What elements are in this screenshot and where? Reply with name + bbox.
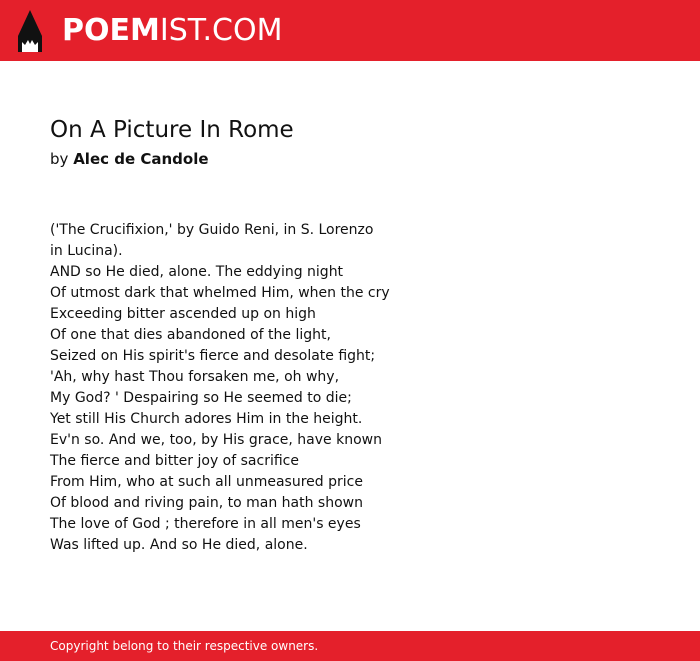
poem-body	[50, 220, 390, 556]
poem-line: The love of God ; therefore in all men's eyes	[50, 516, 361, 532]
poem-line: Yet still His Church adores Him in the height.	[50, 411, 363, 427]
poem-line: From Him, who at such all unmeasured price	[50, 474, 363, 490]
poem-line: in Lucina).	[50, 243, 123, 259]
poem-line: AND so He died, alone. The eddying night	[50, 264, 344, 280]
poem-line: 'Ah, why hast Thou forsaken me, oh why,	[50, 369, 340, 385]
poem-line: Of blood and riving pain, to man hath shown	[50, 495, 363, 511]
logo-light-text: IST.COM	[159, 13, 283, 48]
by-prefix: by	[50, 150, 69, 168]
copyright-notice: Copyright belong to their respective owners.	[50, 639, 319, 653]
poem-line: Seized on His spirit's fierce and desolate fight;	[50, 348, 376, 364]
poem-line: Of one that dies abandoned of the light,	[50, 327, 331, 343]
poem-title: On A Picture In Rome	[50, 117, 294, 143]
poem-line: My God? ' Despairing so He seemed to die;	[50, 390, 352, 406]
poem-byline	[50, 150, 209, 168]
site-logo-text	[62, 13, 283, 48]
site-header	[0, 0, 700, 61]
poem-line: Ev'n so. And we, too, by His grace, have known	[50, 432, 382, 448]
author-name: Alec de Candole	[73, 150, 209, 168]
poem-line: The fierce and bitter joy of sacrifice	[50, 453, 299, 469]
poem-line: Was lifted up. And so He died, alone.	[50, 537, 308, 553]
site-logo-link[interactable]	[18, 9, 282, 53]
logo-bold-text: POEM	[62, 13, 160, 48]
poem-line: Exceeding bitter ascended up on high	[50, 306, 316, 322]
pencil-icon	[18, 10, 42, 52]
site-footer	[0, 631, 700, 661]
poem-line: Of utmost dark that whelmed Him, when the cry	[50, 285, 390, 301]
poem-line: ('The Crucifixion,' by Guido Reni, in S. Lorenzo	[50, 222, 374, 238]
